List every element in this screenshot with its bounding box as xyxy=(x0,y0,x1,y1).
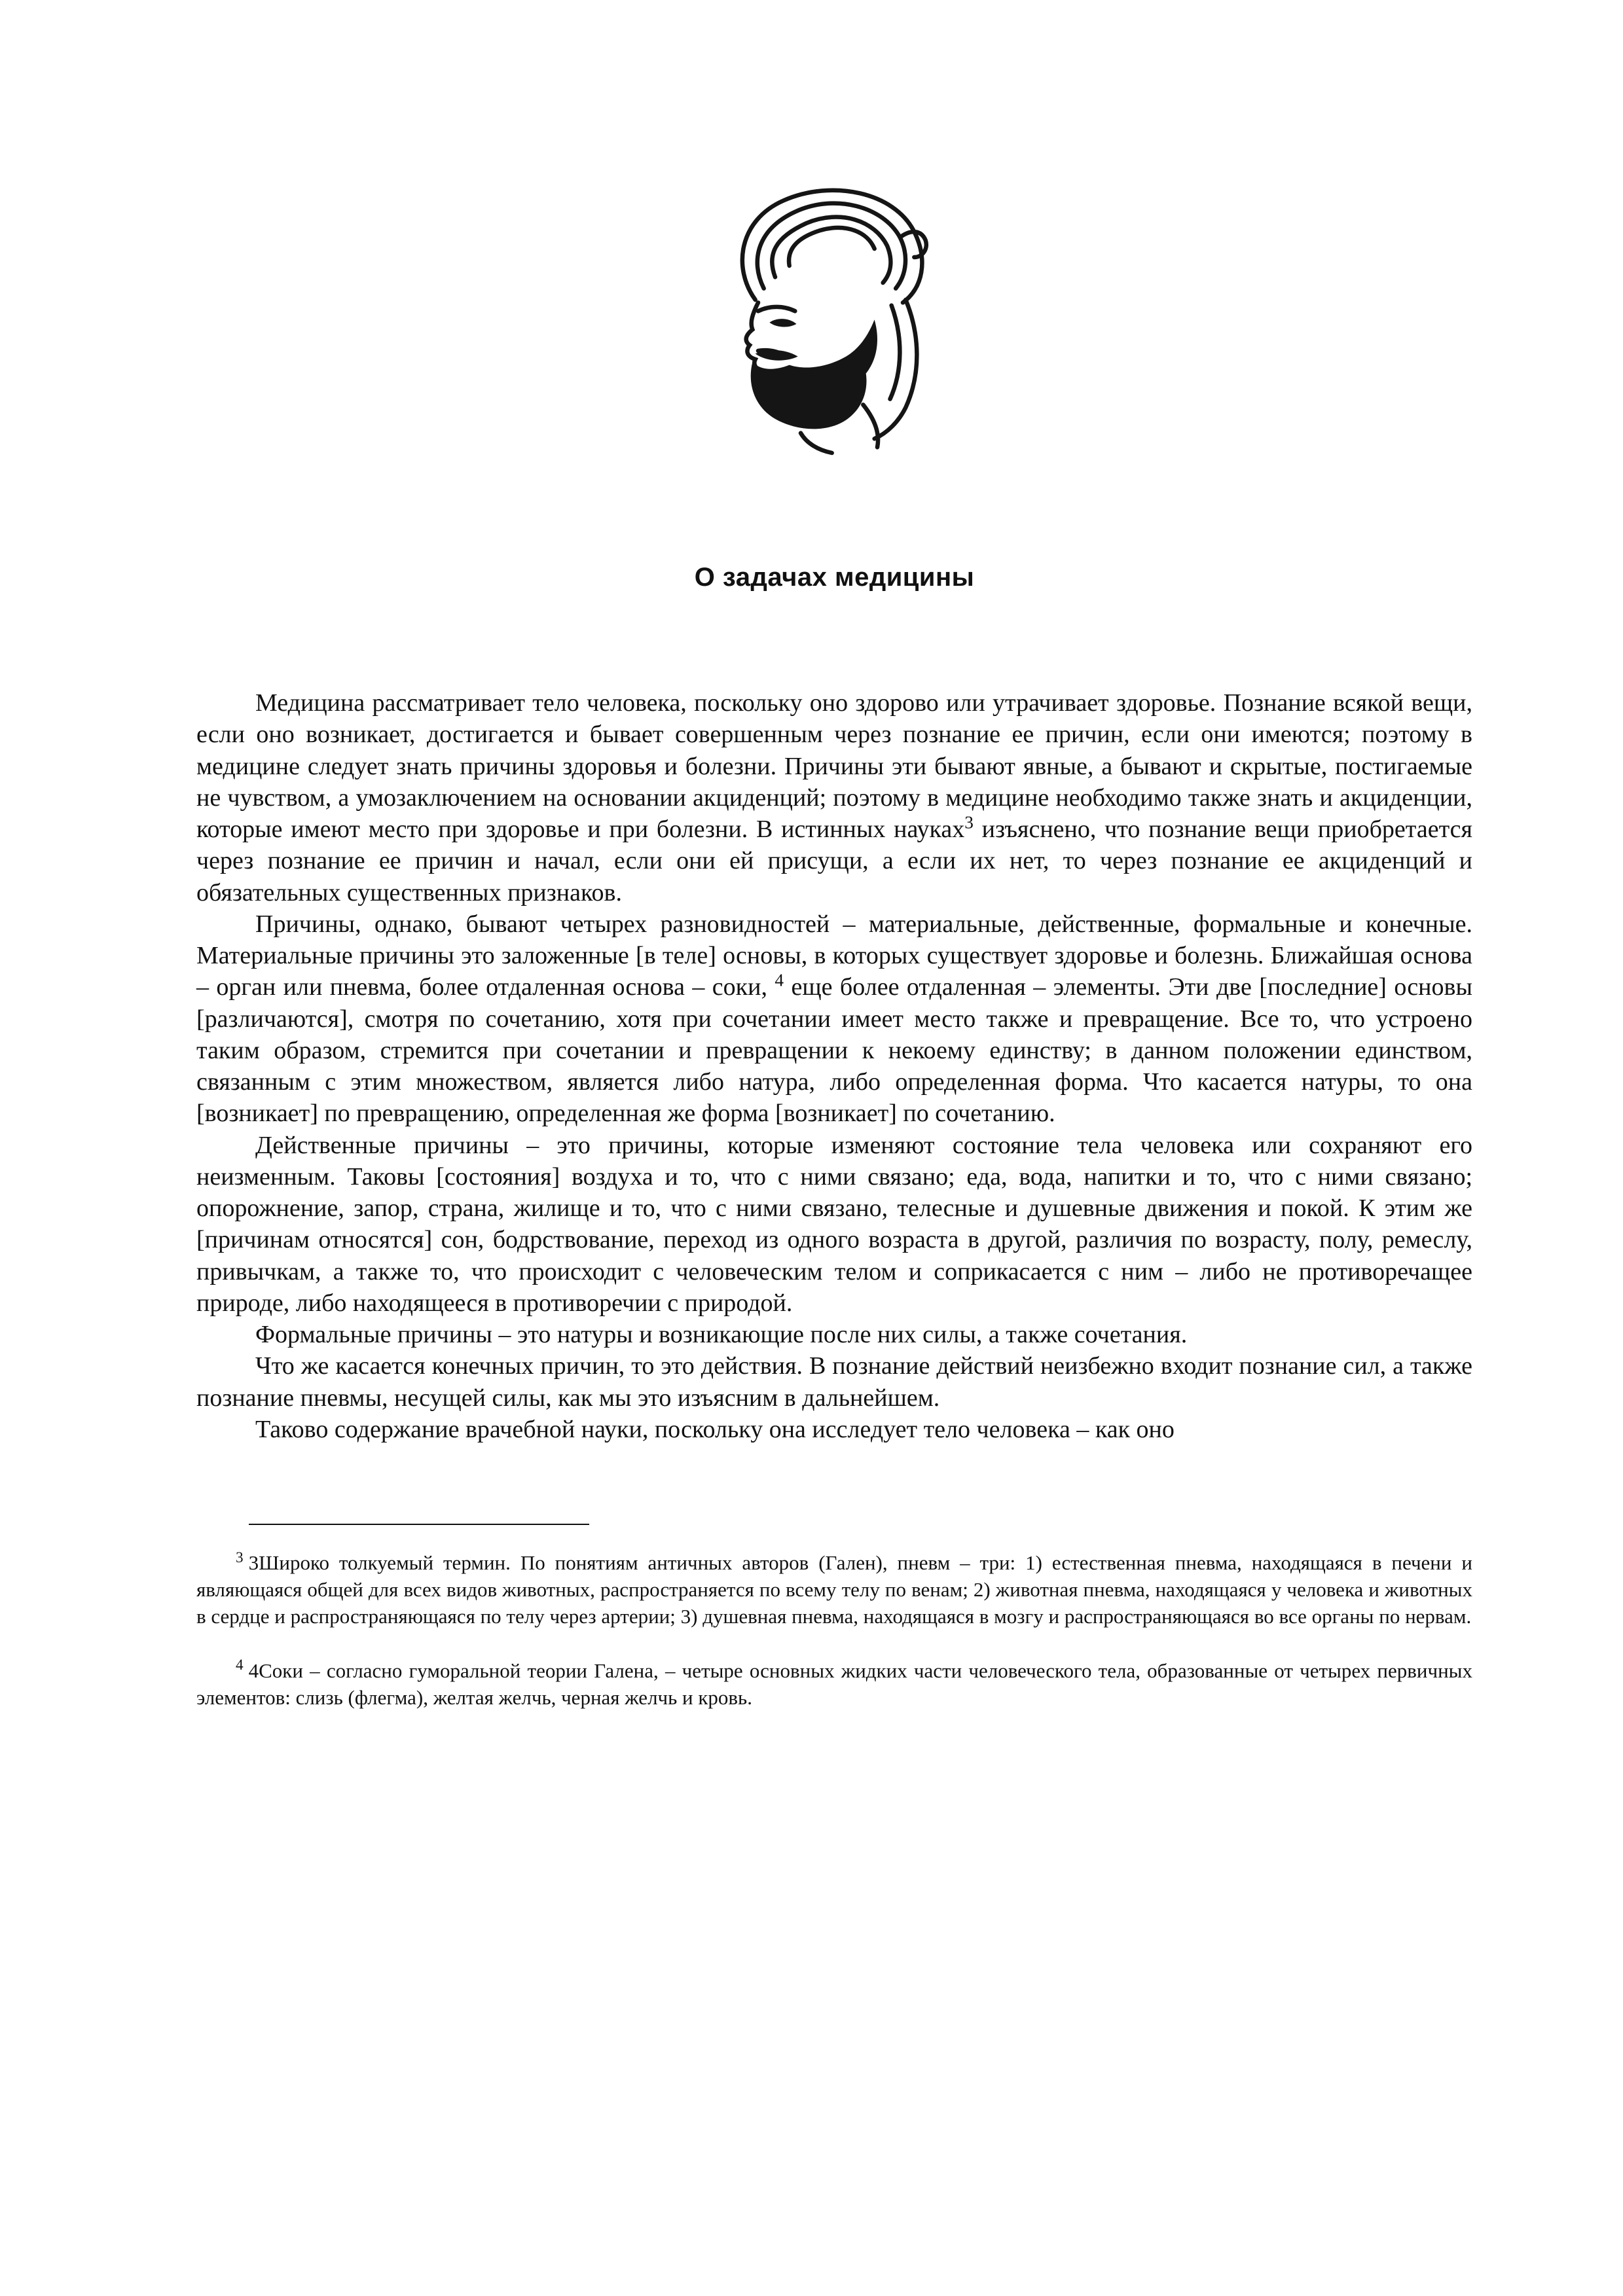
footnote: $^3$ 3Широко толкуемый термин. По понятиям античных авторов (Гален), пневм – три: 1) естественная пневма, находящаяся в печени и являющаяся общей для всех видов животных, распространяется по всему телу по венам; 2) животная пневма, находящаяся у человека и животных в сердце и распространяющаяся по телу через артерии; 3) душевная пневма, находящаяся в мозгу и распространяющаяся во все органы по нервам. xyxy=(196,1549,1472,1628)
paragraph: Что же касается конечных причин, то это действия. В познание действий неизбежно входит познание сил, а также познание пневмы, несущей силы, как мы это изъясним в дальнейшем. xyxy=(196,1352,1472,1412)
paragraph: Медицина рассматривает тело человека, поскольку оно здорово или утрачивает здоровье. Познание всякой вещи, если оно возникает, достигается и бывает совершенным через познание ее причин, если они имеются; поэтому в медицине следует знать причины здоровья и болезни. Причины эти бывают явные, а бывают и скрытые, постигаемые не чувством, а умозаключением на основании акциденций; поэтому в медицине необходимо также знать и акциденции, которые имеют место при здоровье и при болезни. В истинных науках$^3$ изъяснено, что познание вещи приобретается через познание ее причин и начал, если они ей присущи, а если их нет, то через познание ее акциденций и обязательных существенных признаков. xyxy=(196,689,1472,906)
footnote-marker: 3 xyxy=(236,1549,244,1566)
paragraph: Таково содержание врачебной науки, поскольку она исследует тело человека – как оно xyxy=(255,1415,1175,1443)
footnote-separator xyxy=(249,1524,589,1525)
page-title: О задачах медицины xyxy=(694,563,975,592)
body-text xyxy=(196,687,1472,1445)
portrait-image xyxy=(665,164,1005,461)
footnotes-section xyxy=(196,1524,1472,1712)
footnote-reference: 3 xyxy=(964,812,974,833)
footnote: $^4$ 4Соки – согласно гуморальной теории Галена, – четыре основных жидких части человеческого тела, образованные от четырех первичных элементов: слизь (флегма), желтая желчь, черная желчь и кровь. xyxy=(196,1657,1472,1709)
portrait-container xyxy=(196,164,1472,465)
footnote-marker: 4 xyxy=(236,1657,244,1674)
paragraph: Причины, однако, бывают четырех разновидностей – материальные, действенные, формальные и конечные. Материальные причины это заложенные [в теле] основы, в которых существует здоровье и болезнь. Ближайшая основа – орган или пневма, более отдаленная основа – соки, $^4$ еще более отдаленная – элементы. Эти две [последние] основы [различаются], смотря по сочетанию, хотя при сочетании имеет место также и превращение. Все то, что устроено таким образом, стремится при сочетании и превращении к некоему единству; в данном положении единством, связанным с этим множеством, является либо натура, либо определенная форма. Что касается натуры, то она [возникает] по превращению, определенная же форма [возникает] по сочетанию. xyxy=(196,910,1472,1128)
footnote-list xyxy=(196,1550,1472,1712)
paragraph: Формальные причины – это натуры и возникающие после них силы, а также сочетания. xyxy=(255,1321,1188,1348)
footnote-reference: 4 xyxy=(775,970,784,990)
paragraph: Действенные причины – это причины, которые изменяют состояние тела человека или сохраняют его неизменным. Таковы [состояния] воздуха и то, что с ними связано; еда, вода, напитки и то, что с ними связано; опорожнение, запор, страна, жилище и то, что с ними связано, телесные и душевные движения и покой. К этим же [причинам относятся] сон, бодрствование, переход из одного возраста в другой, различия по возрасту, полу, ремеслу, привычкам, а также то, что происходит с человеческим телом и соприкасается с ним – либо не противоречащее природе, либо находящееся в противоречии с природой. xyxy=(196,1131,1472,1317)
